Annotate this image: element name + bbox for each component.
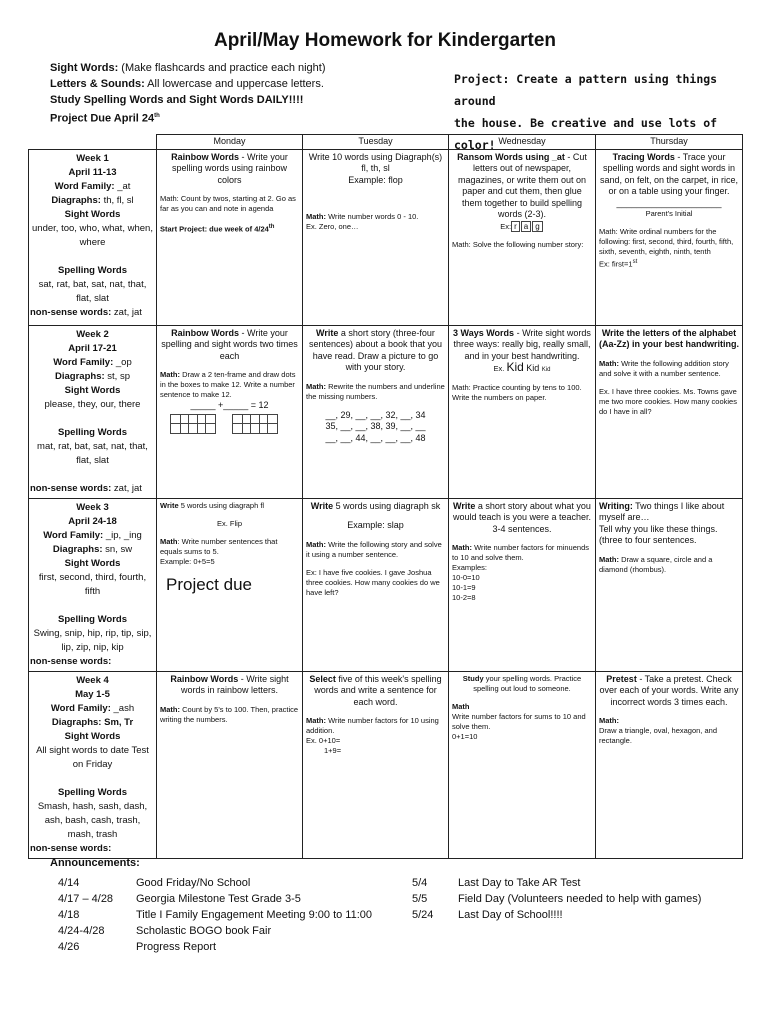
column-thursday: Thursday bbox=[596, 135, 743, 150]
monday-cell: Rainbow Words - Write your spelling words using rainbow colors Math: Count by twos, starting at 2. Go as far as you can and note in agenda Start Project: due week of 4/24th bbox=[157, 149, 303, 325]
list-item: 4/17 – 4/28 Georgia Milestone Test Grade 3-5 bbox=[58, 893, 301, 905]
list-item: 5/5 Field Day (Volunteers needed to help with games) bbox=[412, 893, 702, 905]
table-row bbox=[29, 498, 743, 671]
tuesday-cell: Write 10 words using Diagraph(s) fl, th, sl Example: flop Math: Write number words 0 - 10. Ex. Zero, one… bbox=[303, 149, 449, 325]
wednesday-cell: Ransom Words using _at - Cut letters out of newspaper, magazines, or write them out on paper and cut them, then glue them together to build spelling words (2-3). Ex: r a g Math: Solve the following number story: bbox=[449, 149, 596, 325]
week-cell: Week 2 April 17-21 Word Family: _op Diagraphs: st, sp Sight Words please, they, our, there Spelling Words mat, rat, bat, sat, nat, that, flat, slat non-sense words: zat, jat bbox=[29, 325, 157, 498]
ten-frame bbox=[170, 414, 216, 434]
wednesday-cell: 3 Ways Words - Write sight words three ways: really big, really small, and in your best handwriting. Ex. Kid Kid Kid Math: Practice counting by tens to 100. Write the numbers on paper. bbox=[449, 325, 596, 498]
page-title: April/May Homework for Kindergarten bbox=[213, 30, 557, 51]
announcements-right bbox=[412, 875, 701, 923]
list-item: 4/18 Title I Family Engagement Meeting 9:00 to 11:00 bbox=[58, 909, 373, 921]
study-note: Study Spelling Words and Sight Words DAILY!!!! bbox=[50, 94, 304, 106]
list-item: 4/26 Progress Report bbox=[58, 941, 217, 953]
project-note: Project: Create a pattern using things around the house. Be creative and use lots of color! bbox=[454, 72, 718, 152]
wednesday-cell: Study your spelling words. Practice spelling out loud to someone. Math Write number factors for sums to 10 and solve them. 0+1=10 bbox=[449, 671, 596, 858]
header-blank-cell bbox=[29, 135, 157, 150]
project-due-note: Project Due April 24th bbox=[50, 112, 160, 125]
thursday-cell: Writing: Two things I like about myself are… Tell why you like these things. (three to four sentences. Math: Draw a square, circle and a diamond (rhombus). bbox=[596, 498, 743, 671]
thursday-cell: Write the letters of the alphabet (Aa-Zz) in your best handwriting. Math: Write the following addition story and solve it with a number sentence. Ex. I have three cookies. Ms. Towns gave me two more cookies. How many cookies do I have in all? bbox=[596, 325, 743, 498]
table-row bbox=[29, 149, 743, 325]
sight-words-note: Sight Words: (Make flashcards and practice each night) bbox=[50, 62, 326, 74]
monday-cell: Rainbow Words - Write your spelling and sight words two times each Math: Draw a 2 ten-frame and draw dots in the boxes to make 12. Write a number sentence to make 12. _____ +_____ = 12 bbox=[157, 325, 303, 498]
table-header-row bbox=[29, 135, 743, 150]
ten-frame bbox=[232, 414, 278, 434]
column-wednesday: Wednesday bbox=[449, 135, 596, 150]
table-row bbox=[29, 325, 743, 498]
letters-sounds-note: Letters & Sounds: All lowercase and uppercase letters. bbox=[50, 78, 324, 90]
tuesday-cell: Select five of this week's spelling words and write a sentence for each word. Math: Write number factors for 10 using addition. Ex. 0+10= 1+9= bbox=[303, 671, 449, 858]
week-cell: Week 1 April 11-13 Word Family: _at Diagraphs: th, fl, sl Sight Words under, too, who, what, when, where Spelling Words sat, rat, bat, sat, nat, that, flat, slat non-sense words: zat, jat bbox=[29, 149, 157, 325]
column-tuesday: Tuesday bbox=[303, 135, 449, 150]
monday-cell: Rainbow Words - Write sight words in rainbow letters. Math: Count by 5's to 100. Then, practice writing the numbers. bbox=[157, 671, 303, 858]
wednesday-cell: Write a short story about what you would teach is you were a teacher. 3-4 sentences. Math: Write number factors for minuends to 10 and solve them. Examples: 10-0=10 10-1=9 10-2=8 bbox=[449, 498, 596, 671]
tuesday-cell: Write 5 words using diagraph sk Example: slap Math: Write the following story and solve it using a number sentence. Ex: I have five cookies. I gave Joshua three cookies. How many cookies do we have left? bbox=[303, 498, 449, 671]
tuesday-cell: Write a short story (three-four sentences) about a book that you have read. Draw a picture to go with your story. Math: Rewrite the numbers and underline the missing numbers. __, 29, __, __, 32, __, 34 35, __, __, 38, 39, __, __ __, __, 44, __, __, __, 48 bbox=[303, 325, 449, 498]
list-item: 4/24-4/28 Scholastic BOGO book Fair bbox=[58, 925, 272, 937]
week-cell: Week 4 May 1-5 Word Family: _ash Diagraphs: Sm, Tr Sight Words All sight words to date Test on Friday Spelling Words Smash, hash, sash, dash, ash, bash, cash, trash, mash, trash non-sense words: bbox=[29, 671, 157, 858]
monday-cell: Write 5 words using diagraph fl Ex. Flip Math: Write number sentences that equals sums to 5. Example: 0+5=5 Project due bbox=[157, 498, 303, 671]
column-monday: Monday bbox=[157, 135, 303, 150]
announcements-left bbox=[58, 875, 372, 955]
table-row bbox=[29, 671, 743, 858]
homework-table bbox=[28, 134, 743, 859]
week-cell: Week 3 April 24-18 Word Family: _ip, _ing Diagraphs: sn, sw Sight Words first, second, third, fourth, fifth Spelling Words Swing, snip, hip, rip, tip, sip, lip, zip, nip, kip non-sense words: bbox=[29, 498, 157, 671]
announcements-heading: Announcements: bbox=[50, 857, 140, 869]
list-item: 5/24 Last Day of School!!!! bbox=[412, 909, 563, 921]
project-due-label: Project due bbox=[166, 574, 252, 594]
thursday-cell: Pretest - Take a pretest. Check over each of your words. Write any incorrect words 3 times each. Math: Draw a triangle, oval, hexagon, and rectangle. bbox=[596, 671, 743, 858]
thursday-cell: Tracing Words - Trace your spelling words and sight words in sand, on felt, on the carpet, in rice, or on a table using your finger. _____________________ Parent's Initial Math: Write ordinal numbers for the following: first, second, third, fourth, fifth, sixth, seventh, eighth, ninth, tenth Ex: first=1st bbox=[596, 149, 743, 325]
list-item: 5/4 Last Day to Take AR Test bbox=[412, 877, 581, 889]
header-info bbox=[50, 60, 326, 127]
list-item: 4/14 Good Friday/No School bbox=[58, 877, 251, 889]
